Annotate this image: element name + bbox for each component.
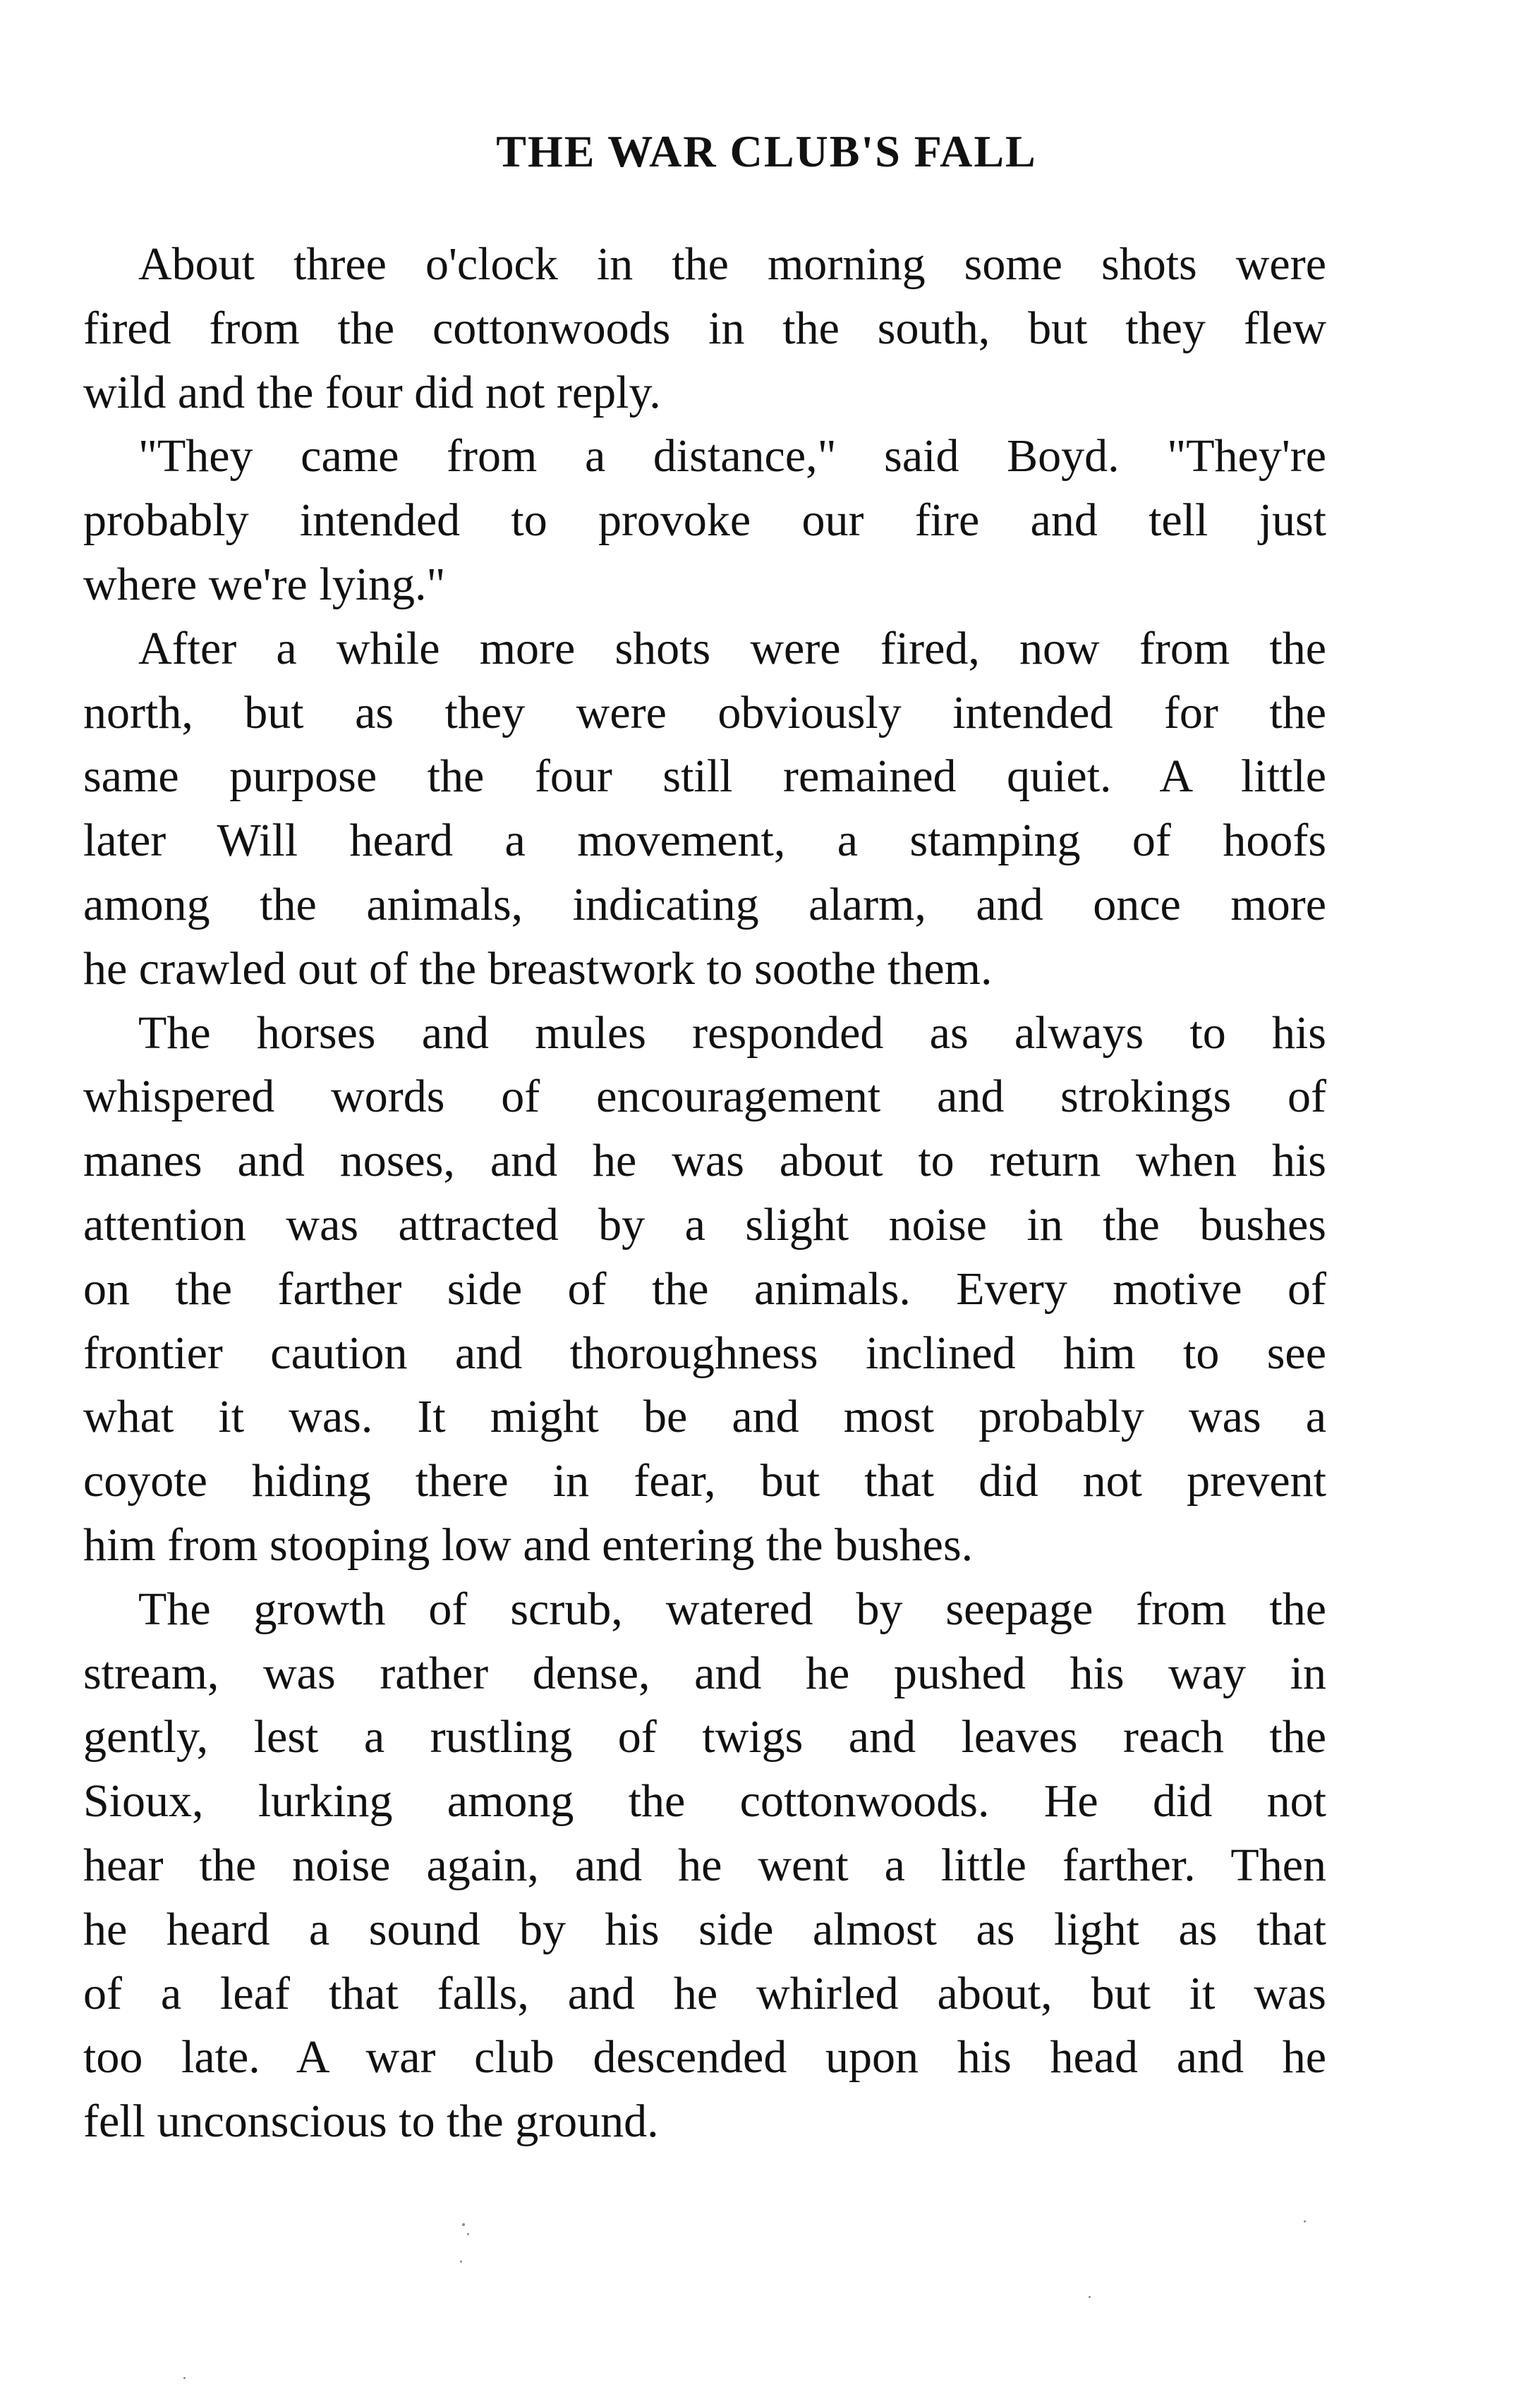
paragraph-5 — [83, 1578, 1326, 2154]
paper-speck — [462, 2223, 465, 2226]
text-line: too late. A war club descended upon his head and he — [83, 2031, 1326, 2084]
text-line: he heard a sound by his side almost as light as that — [83, 1903, 1326, 1955]
text-line: hear the noise again, and he went a little farther. Then — [83, 1839, 1326, 1891]
paragraph-4 — [83, 1002, 1326, 1578]
text-line: among the animals, indicating alarm, and once more — [83, 878, 1326, 930]
paragraph-1 — [83, 233, 1326, 425]
text-line: About three o'clock in the morning some shots were — [138, 238, 1326, 290]
text-line: of a leaf that falls, and he whirled about, but it was — [83, 1967, 1326, 2019]
paper-speck — [467, 2233, 469, 2235]
text-line: manes and noses, and he was about to return when his — [83, 1135, 1326, 1187]
text-line: him from stooping low and entering the bushes. — [83, 1519, 974, 1571]
text-line: Sioux, lurking among the cottonwoods. He did not — [83, 1775, 1326, 1828]
text-line: wild and the four did not reply. — [83, 366, 661, 418]
text-line: coyote hiding there in fear, but that did not prevent — [83, 1455, 1326, 1507]
text-line: The growth of scrub, watered by seepage from the — [138, 1583, 1326, 1635]
text-line: later Will heard a movement, a stamping of hoofs — [83, 815, 1326, 867]
text-line: on the farther side of the animals. Every motive of — [83, 1263, 1326, 1315]
paper-speck — [183, 2377, 186, 2379]
text-line: whispered words of encouragement and strokings of — [83, 1071, 1326, 1123]
running-head: THE WAR CLUB'S FALL — [496, 126, 1037, 176]
text-line: same purpose the four still remained quiet. A little — [83, 750, 1326, 803]
text-line: fell unconscious to the ground. — [83, 2096, 659, 2148]
text-line: where we're lying." — [83, 558, 446, 610]
text-line: "They came from a distance," said Boyd. "They're — [138, 430, 1326, 482]
text-line: The horses and mules responded as always to his — [138, 1007, 1326, 1059]
paragraph-3 — [83, 617, 1326, 1002]
text-line: After a while more shots were fired, now from the — [138, 622, 1326, 674]
text-line: fired from the cottonwoods in the south, but they flew — [83, 302, 1326, 354]
text-line: frontier caution and thoroughness inclined him to see — [83, 1327, 1326, 1379]
text-line: probably intended to provoke our fire and tell just — [83, 494, 1326, 547]
paper-speck — [1304, 2220, 1306, 2222]
paper-speck — [460, 2261, 462, 2263]
text-line: attention was attracted by a slight noise in the bushes — [83, 1198, 1326, 1251]
text-line: he crawled out of the breastwork to soothe them. — [83, 942, 993, 995]
text-line: stream, was rather dense, and he pushed his way in — [83, 1647, 1326, 1699]
text-line: gently, lest a rustling of twigs and leaves reach the — [83, 1711, 1326, 1763]
text-line: what it was. It might be and most probably was a — [83, 1391, 1326, 1443]
paper-speck — [1089, 2296, 1091, 2298]
paragraph-2 — [83, 425, 1326, 616]
text-line: north, but as they were obviously intended for the — [83, 686, 1326, 738]
body-text — [83, 233, 1326, 2154]
